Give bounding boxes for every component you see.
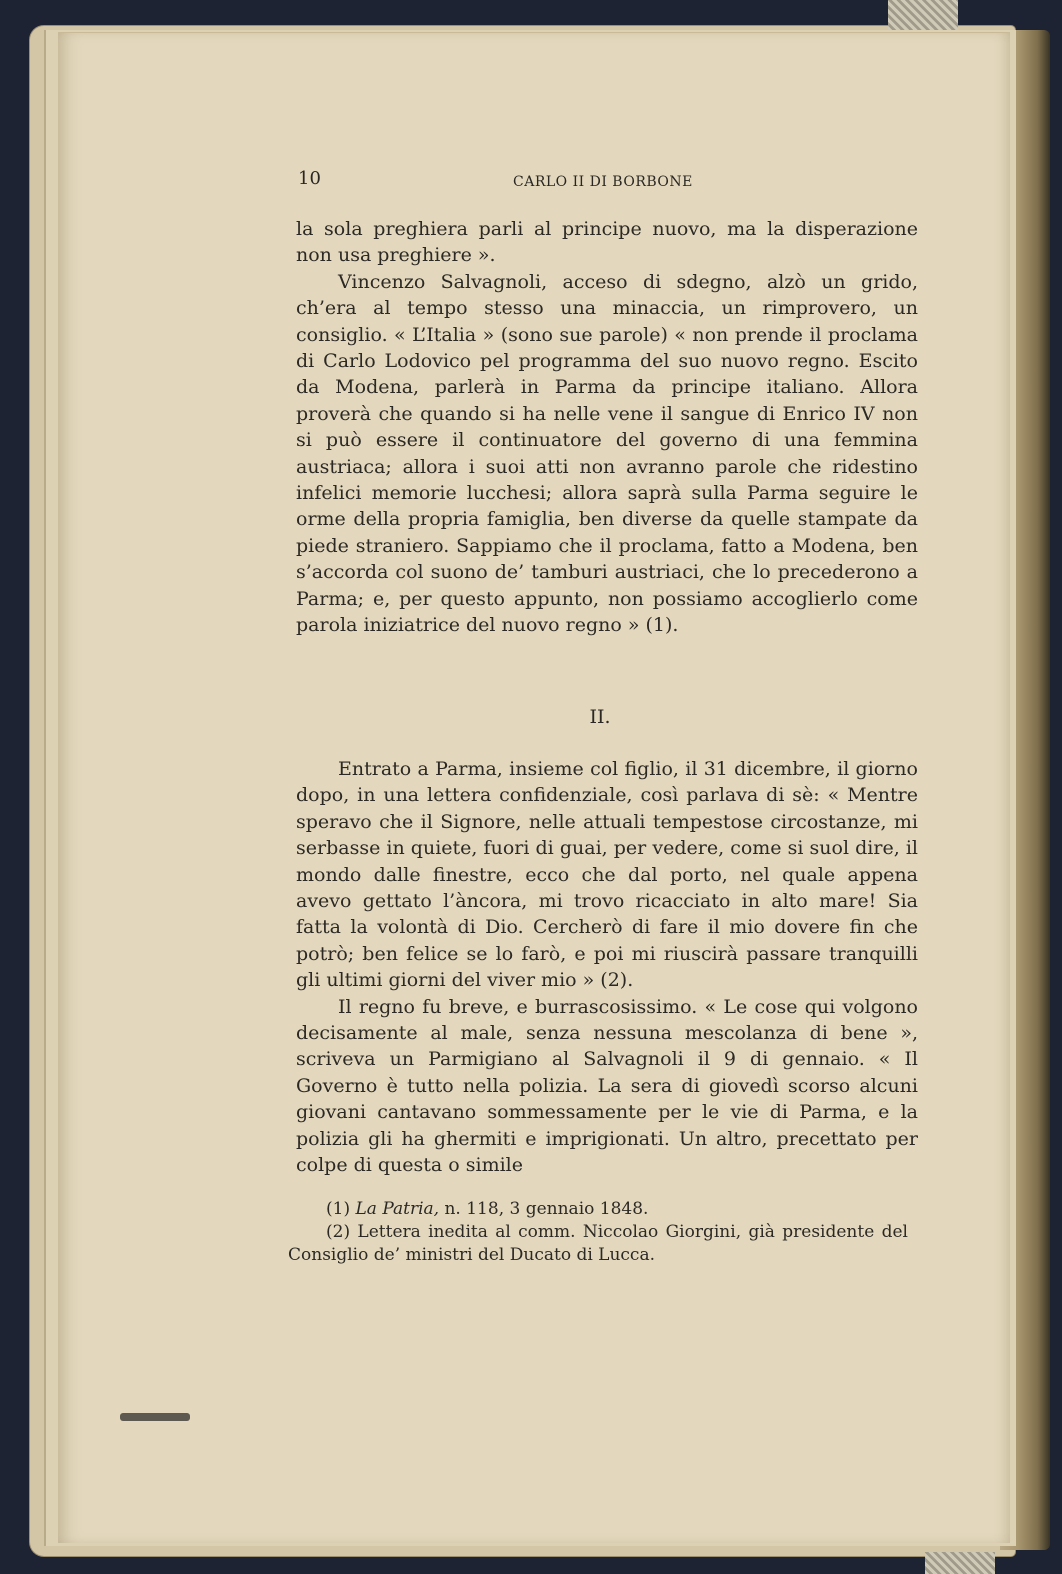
paragraph-continued: la sola preghiera parli al principe nuovo, ma la disperazione non usa preghiere ». [296,218,918,267]
footnote-1-source: La Patria, [355,1199,440,1219]
footnotes [288,1198,908,1267]
paragraph-salvagnoli: Vincenzo Salvagnoli, acceso di sdegno, alzò un grido, ch’era al tempo stesso una minaccia, un rimprovero, un consiglio. « L’Italia » (sono sue parole) « non prende il proclama di Carlo Lodovico pel programma del suo nuovo regno. Escito da Modena, parlerà in Parma da principe italiano. Allora proverà che quando si ha nelle vene il sangue di Enrico IV non si può essere il continuatore del governo di una femmina austriaca; allora i suoi atti non avranno parole che ridestino infelici memorie lucchesi; allora saprà sulla Parma seguire le orme della propria famiglia, ben diverse da quelle stampate da piede straniero. Sappiamo che il proclama, fatto a Modena, ben s’accorda col suono de’ tamburi austriaci, che lo precederono a Parma; e, per questo appunto, non possiamo accoglierlo come parola iniziatrice del nuovo regno » (1). [296,270,918,637]
footnote-1-marker: (1) [326,1199,351,1219]
page-header [298,168,918,192]
section-number: II. [589,706,611,728]
footnote-1-rest: n. 118, 3 gennaio 1848. [444,1199,649,1219]
footnote-2: (2) Lettera inedita al comm. Niccolao Giorgini, già presidente del Consiglio de’ ministri del Ducato di Lucca. [288,1222,908,1265]
ink-smudge [120,1413,190,1421]
cloth-binding-bottom [925,1552,995,1574]
cloth-binding-top [888,0,958,30]
text-block-top [296,216,918,639]
page-number: 10 [298,168,321,189]
running-title: CARLO II DI BORBONE [513,174,693,190]
footnote-1 [288,1198,908,1221]
paragraph-regno: Il regno fu breve, e burrascosissimo. « Le cose qui volgono decisamente al male, senza nessuna mescolanza di bene », scriveva un Parmigiano al Salvagnoli il 9 di gennaio. « Il Governo è tutto nella polizia. La sera di giovedì scorso alcuni giovani cantavano sommessamente per le vie di Parma, e la polizia gli ha ghermiti e imprigionati. Un altro, precettato per colpe di questa o simile [296,995,918,1177]
paragraph-entrato: Entrato a Parma, insieme col figlio, il 31 dicembre, il giorno dopo, in una lettera confidenziale, così parlava di sè: « Mentre speravo che il Signore, nelle attuali tempestose circostanze, mi serbasse in quiete, fuori di guai, per vedere, come si suol dire, il mondo dalle finestre, ecco che dal porto, nel quale appena avevo gettato l’àncora, mi trovo ricacciato in alto mare! Sia fatta la volontà di Dio. Cercherò di fare il mio dovere fin che potrò; ben felice se lo farò, e poi mi riuscirà passare tranquilli gli ultimi giorni del viver mio » (2). [296,758,918,992]
text-block-section-ii [296,756,918,1179]
